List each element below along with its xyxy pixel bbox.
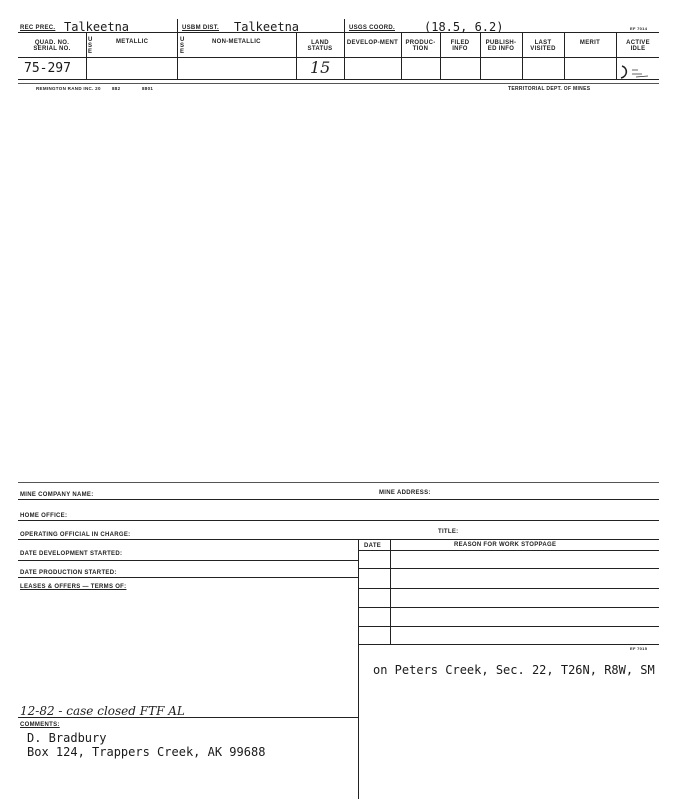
form-center-divider bbox=[358, 539, 359, 799]
reason-column-label: REASON FOR WORK STOPPAGE bbox=[454, 542, 557, 548]
col-production: PRODUC-TION bbox=[405, 40, 436, 52]
form-rule bbox=[18, 560, 358, 561]
col-metallic: METALLIC bbox=[116, 39, 149, 45]
col-use-right: U S E bbox=[180, 37, 185, 55]
col-non-metallic: NON-METALLIC bbox=[212, 39, 261, 45]
col-development: DEVELOP-MENT bbox=[346, 40, 399, 46]
date-column-label: DATE bbox=[364, 543, 382, 549]
mine-address-label: MINE ADDRESS: bbox=[379, 490, 431, 496]
location-text: on Peters Creek, Sec. 22, T26N, R8W, SM bbox=[373, 663, 655, 677]
col-land-status: LAND STATUS bbox=[307, 40, 333, 52]
comments-label: COMMENTS: bbox=[20, 722, 60, 728]
leases-offers-label: LEASES & OFFERS — TERMS OF: bbox=[20, 584, 127, 590]
column-divider bbox=[440, 33, 441, 79]
column-divider bbox=[401, 33, 402, 79]
usgs-coord-value: (18.5, 6.2) bbox=[424, 20, 504, 34]
printer-name: REMINGTON RAND INC. 20 bbox=[36, 86, 101, 91]
col-last-visited: LAST VISITED bbox=[530, 40, 556, 52]
date-development-started-label: DATE DEVELOPMENT STARTED: bbox=[20, 551, 123, 557]
title-label: TITLE: bbox=[438, 529, 459, 535]
col-filed-info: FILED INFO bbox=[450, 40, 470, 52]
rec-prec-value: Talkeetna bbox=[64, 20, 130, 34]
stoppage-rule bbox=[358, 607, 659, 608]
quad-serial-value: 75-297 bbox=[24, 61, 71, 76]
comments-rule bbox=[18, 717, 358, 718]
usbm-dist-label: USBM DIST. bbox=[182, 25, 220, 31]
comment-line: Box 124, Trappers Creek, AK 99688 bbox=[27, 745, 266, 759]
column-divider bbox=[564, 33, 565, 79]
form-rule bbox=[18, 520, 659, 521]
date-production-started-label: DATE PRODUCTION STARTED: bbox=[20, 570, 117, 576]
department-name: TERRITORIAL DEPT. OF MINES bbox=[508, 86, 591, 92]
stoppage-rule bbox=[358, 588, 659, 589]
stoppage-rule bbox=[358, 644, 659, 645]
home-office-label: HOME OFFICE: bbox=[20, 513, 68, 519]
printer-code: 882 bbox=[112, 86, 121, 91]
stoppage-rule bbox=[358, 550, 659, 551]
header-divider bbox=[177, 19, 178, 33]
usbm-dist-value: Talkeetna bbox=[234, 20, 300, 34]
column-divider bbox=[296, 33, 297, 79]
column-divider bbox=[616, 33, 617, 79]
col-active-idle: ACTIVE IDLE bbox=[626, 40, 650, 52]
handwritten-note: 12-82 - case closed FTF AL bbox=[20, 704, 185, 718]
form-code-top: EF 7014 bbox=[630, 26, 648, 31]
date-column-divider bbox=[390, 539, 391, 644]
column-divider bbox=[522, 33, 523, 79]
column-header-rule bbox=[18, 57, 659, 58]
col-quad-serial: QUAD. NO. SERIAL NO. bbox=[33, 40, 71, 52]
column-divider bbox=[86, 33, 87, 79]
form-top-rule bbox=[18, 482, 659, 483]
land-status-value: 15 bbox=[310, 58, 331, 77]
header-divider bbox=[344, 19, 345, 33]
operating-official-label: OPERATING OFFICIAL IN CHARGE: bbox=[20, 532, 131, 538]
stoppage-rule bbox=[358, 568, 659, 569]
form-code-bottom: EF 7015 bbox=[630, 646, 648, 651]
col-published-info: PUBLISH-ED INFO bbox=[485, 40, 517, 52]
usgs-coord-label: USGS COORD. bbox=[349, 25, 395, 31]
active-idle-mark bbox=[618, 64, 660, 82]
printer-code: 8801 bbox=[142, 86, 154, 91]
col-merit: MERIT bbox=[579, 40, 601, 46]
column-divider bbox=[480, 33, 481, 79]
column-divider bbox=[344, 33, 345, 79]
column-divider bbox=[177, 33, 178, 79]
comment-line: D. Bradbury bbox=[27, 731, 107, 745]
form-rule bbox=[18, 577, 358, 578]
footer-strip-rule bbox=[18, 83, 659, 84]
stoppage-rule bbox=[358, 626, 659, 627]
data-row-rule bbox=[18, 79, 659, 80]
form-rule bbox=[18, 499, 659, 500]
col-use-left: U S E bbox=[88, 37, 93, 55]
rec-prec-label: REC PREC. bbox=[20, 25, 56, 31]
form-rule bbox=[18, 539, 659, 540]
mine-company-name-label: MINE COMPANY NAME: bbox=[20, 492, 94, 498]
